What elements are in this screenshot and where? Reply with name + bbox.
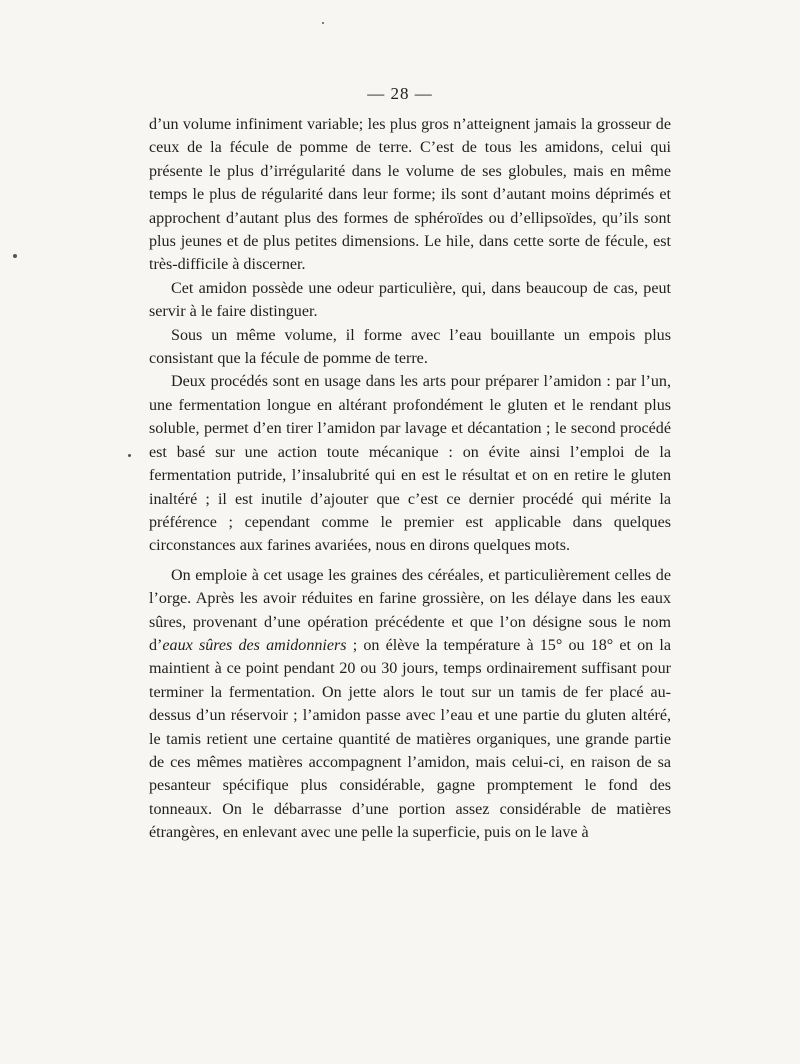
paragraph-5-part-2: ; on élève la température à 15° ou 18° et on la maintient à ce point pendant 20 ou 30 jours, temps ordinairement suffisant pour terminer la fermentation. On jette alors le tout sur un tamis de fer placé au-dessus d’un réservoir ; l’amidon passe avec l’eau et une partie du gluten altéré, le tamis retient une certaine quantité de matières organiques, une grande partie de ces mêmes matières accompagnent l’amidon, mais celui-ci, en raison de sa pesanteur spécifique plus considérable, gagne promptement le fond des tonneaux. On le débarrasse d’une portion assez considérable de matières étrangères, en enlevant avec une pelle la superficie, puis on le lave à: [149, 636, 671, 842]
paragraph-3: Sous un même volume, il forme avec l’eau bouillante un empois plus consistant que la fécule de pomme de terre.: [149, 326, 671, 368]
paragraph-5-italic-term: eaux sûres des amidonniers: [162, 636, 347, 654]
body-text: [149, 113, 671, 845]
page-number: — 28 —: [367, 84, 433, 103]
page-speck: [13, 254, 17, 258]
page-speck: [322, 22, 324, 24]
paragraph-4: Deux procédés sont en usage dans les arts pour préparer l’amidon : par l’un, une fermentation longue en altérant profondément le gluten et le rendant plus soluble, permet d’en tirer l’amidon par lavage et décantation ; le second procédé est basé sur une action toute mécanique : on évite ainsi l’emploi de la fermentation putride, l’insalubrité qui en est le résultat et on en retire le gluten inaltéré ; il est inutile d’ajouter que c’est ce dernier procédé qui mérite la préférence ; cependant comme le premier est applicable dans quelques circonstances aux farines avariées, nous en dirons quelques mots.: [149, 373, 671, 555]
paragraph-2: Cet amidon possède une odeur particulière, qui, dans beaucoup de cas, peut servir à le faire distinguer.: [149, 279, 671, 321]
paragraph-5-part-1: On emploie à cet usage les graines des céréales, et particulièrement celles de l’orge. Après les avoir réduites en farine grossière, on les délaye dans les eaux sûres, provenant d’une opération précédente et que l’on désigne sous le nom d’: [149, 566, 671, 654]
paragraph-5: [149, 564, 671, 845]
page-speck: [128, 454, 131, 457]
paragraph-1: d’un volume infiniment variable; les plus gros n’atteignent jamais la grosseur de ceux de la fécule de pomme de terre. C’est de tous les amidons, celui qui présente le plus d’irrégularité dans le volume de ses globules, mais en même temps le plus de régularité dans leur forme; ils sont d’autant moins déprimés et approchent d’autant plus des formes de sphéroïdes ou d’ellipsoïdes, qu’ils sont plus jeunes et de plus petites dimensions. Le hile, dans cette sorte de fécule, est très-difficile à discerner.: [149, 116, 671, 274]
